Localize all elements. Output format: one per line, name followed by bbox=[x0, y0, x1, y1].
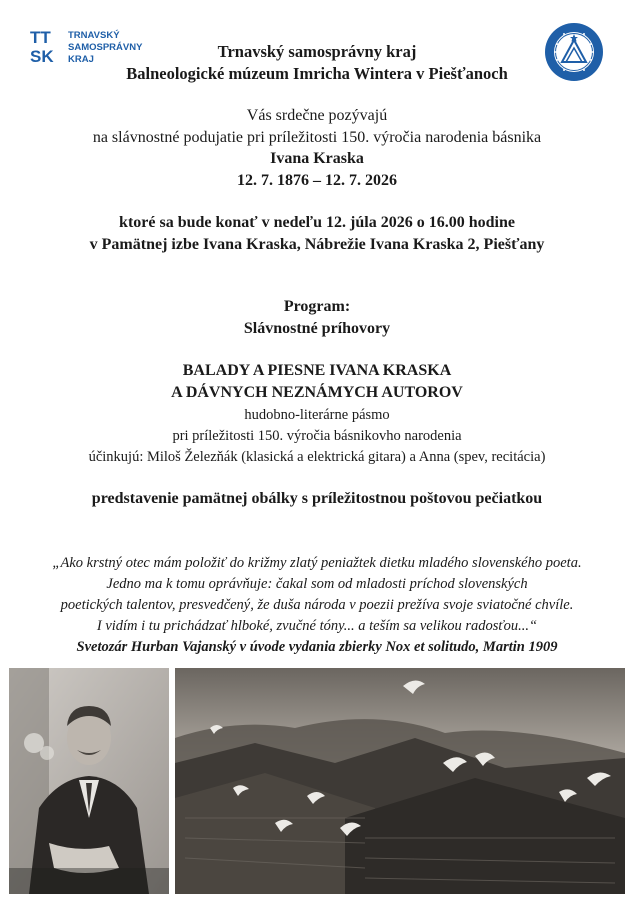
program-performers: účinkujú: Miloš Železňák (klasická a elektrická gitara) a Anna (spev, recitácia) bbox=[88, 449, 546, 465]
quote-line: poetických talentov, presvedčený, že duša národa v poezii prežíva svoje sviatočné chvíle. bbox=[60, 597, 574, 613]
ttsk-text-line: KRAJ bbox=[68, 54, 94, 65]
event-venue: v Pamätnej izbe Ivana Kraska, Nábrežie Ivana Kraska 2, Piešťany bbox=[89, 236, 545, 253]
program-title-line-2: A DÁVNYCH NEZNÁMYCH AUTOROV bbox=[171, 384, 463, 401]
quote-author: Svetozár Hurban Vajanský v úvode vydania zbierky Nox et solitudo, Martin 1909 bbox=[76, 639, 558, 655]
quote-line: „Ako krstný otec mám položiť do križmy zlatý peniažtek dietku mladého slovenského poeta. bbox=[52, 555, 582, 571]
ttsk-text-line: TRNAVSKÝ bbox=[68, 30, 120, 41]
quote-line: Jedno ma k tomu oprávňuje: čakal som od mladosti príchod slovenských bbox=[106, 576, 528, 592]
invitation-line-2: na slávnostné podujatie pri príležitosti 150. výročia narodenia básnika bbox=[92, 129, 542, 146]
event-datetime: ktoré sa bude konať v nedeľu 12. júla 2026 o 16.00 hodine bbox=[119, 214, 515, 231]
ttsk-text-line: SAMOSPRÁVNY bbox=[68, 42, 143, 53]
program-heading: Program: bbox=[283, 298, 351, 315]
ttsk-mark-bottom: SK bbox=[30, 47, 54, 66]
invitation-line-1: Vás srdečne pozývajú bbox=[246, 107, 388, 124]
poet-dates: 12. 7. 1876 – 12. 7. 2026 bbox=[237, 172, 397, 189]
portrait-graphic bbox=[9, 668, 169, 894]
rooftops-herons-illustration bbox=[175, 668, 625, 894]
ttsk-mark-top: TT bbox=[30, 28, 51, 47]
program-item-speeches: Slávnostné príhovory bbox=[243, 320, 391, 337]
organizer-line-1: Trnavský samosprávny kraj bbox=[217, 42, 417, 61]
program-subtitle-1: hudobno-literárne pásmo bbox=[244, 407, 390, 423]
portrait-photo bbox=[9, 668, 169, 894]
quote-line: I vidím i tu prichádzať hlboké, zvučné tóny... a teším sa velikou radosťou...“ bbox=[96, 618, 538, 634]
organizer-line-2: Balneologické múzeum Imricha Wintera v Piešťanoch bbox=[126, 64, 508, 83]
poet-name: Ivana Kraska bbox=[270, 150, 364, 167]
program-subtitle-2: pri príležitosti 150. výročia básnikovho narodenia bbox=[172, 428, 462, 444]
program-envelope-presentation: predstavenie pamätnej obálky s príležitostnou poštovou pečiatkou bbox=[91, 490, 543, 507]
illustration-graphic bbox=[175, 668, 625, 894]
program-title-line-1: BALADY A PIESNE IVANA KRASKA bbox=[182, 362, 452, 379]
